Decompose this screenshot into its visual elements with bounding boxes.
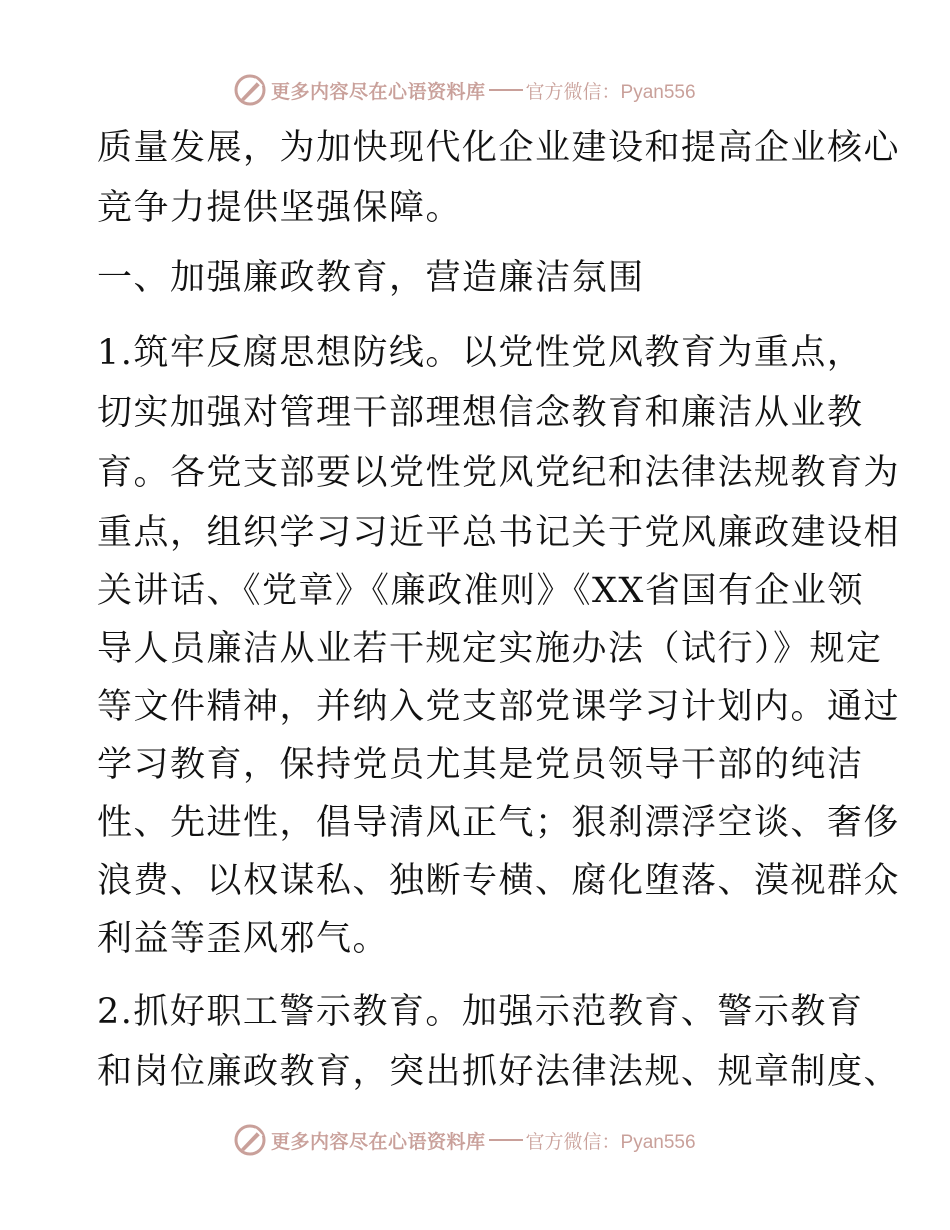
body-line: 育。各党支部要以党性党风党纪和法律法规教育为 [97,453,901,493]
quill-seal-icon [233,1123,267,1157]
footer-watermark [233,1122,696,1158]
watermark-dash [489,89,523,91]
body-line: 重点，组织学习习近平总书记关于党风廉政建设相 [97,513,901,553]
body-line: 学习教育，保持党员尤其是党员领导干部的纯洁 [97,745,864,785]
quill-seal-icon [233,73,267,107]
body-line: 质量发展，为加快现代化企业建设和提高企业核心 [97,128,901,168]
paragraph-lead-line: 1.筑牢反腐思想防线。以党性党风教育为重点， [97,333,864,373]
body-line: 等文件精神，并纳入党支部党课学习计划内。通过 [97,687,901,727]
body-line: 和岗位廉政教育，突出抓好法律法规、规章制度、 [97,1052,901,1092]
watermark-brand-text: 更多内容尽在心语资料库 [271,80,486,103]
body-line: 利益等歪风邪气。 [97,919,390,959]
watermark-official-text: 官方微信：Pyan556 [525,81,696,103]
body-line: 切实加强对管理干部理想信念教育和廉洁从业教 [97,393,864,433]
body-line: 浪费、以权谋私、独断专横、腐化堕落、漠视群众 [97,861,901,901]
header-watermark [233,72,696,108]
body-line: 竞争力提供坚强保障。 [97,188,463,228]
watermark-official-text: 官方微信：Pyan556 [525,1131,696,1153]
paragraph-lead-line: 2.抓好职工警示教育。加强示范教育、警示教育 [97,992,864,1032]
body-line: 关讲话、《党章》《廉政准则》《XX省国有企业领 [97,571,864,611]
watermark-dash [489,1139,523,1141]
section-heading: 一、加强廉政教育，营造廉洁氛围 [97,258,645,298]
body-line: 导人员廉洁从业若干规定实施办法（试行）》规定 [97,629,883,669]
body-line: 性、先进性，倡导清风正气；狠刹漂浮空谈、奢侈 [97,803,901,843]
watermark-brand-text: 更多内容尽在心语资料库 [271,1130,486,1153]
